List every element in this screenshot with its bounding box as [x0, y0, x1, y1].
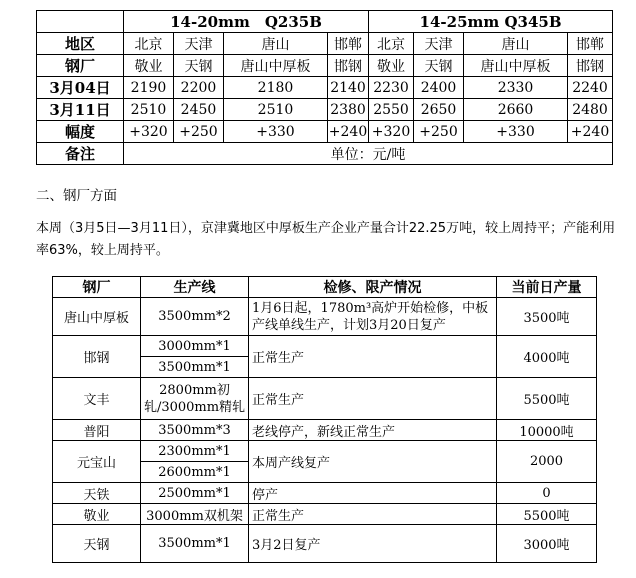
mill-row: [37, 55, 613, 77]
table-row: [53, 504, 597, 525]
header-mill: 钢厂: [53, 277, 141, 298]
region-cell: 北京: [369, 33, 414, 55]
price-cell: 2240: [568, 77, 613, 99]
price-cell: 2650: [414, 99, 464, 121]
output-value: 4000吨: [497, 336, 597, 378]
region-cell: 北京: [124, 33, 174, 55]
output-value: 3000吨: [497, 525, 597, 563]
change-cell: +320: [369, 121, 414, 143]
date1-row: [37, 77, 613, 99]
status-text: 停产: [249, 483, 497, 504]
maintenance-table: [52, 276, 597, 563]
date2-row: [37, 99, 613, 121]
maint-header-row: [53, 277, 597, 298]
status-text: 本周产线复产: [249, 441, 497, 483]
spec-header-q345b: 14-25mm Q345B: [369, 11, 613, 33]
table-row: [53, 336, 597, 357]
mill-cell: 敬业: [369, 55, 414, 77]
row-label-change: 幅度: [37, 121, 124, 143]
mill-cell: 邯钢: [328, 55, 369, 77]
table-row: [53, 378, 597, 420]
status-text: 1月6日起，1780m³高炉开始检修，中板产线单线生产，计划3月20日复产: [249, 298, 497, 336]
region-cell: 天津: [414, 33, 464, 55]
mill-cell: 唐山中厚板: [464, 55, 568, 77]
table-row: [53, 420, 597, 441]
table-row: [53, 525, 597, 563]
line-spec: 3500mm*3: [141, 420, 249, 441]
mill-name: 天钢: [53, 525, 141, 563]
line-spec: 3000mm双机架: [141, 504, 249, 525]
output-value: 2000: [497, 441, 597, 483]
price-cell: 2510: [124, 99, 174, 121]
output-value: 3500吨: [497, 298, 597, 336]
region-cell: 天津: [174, 33, 224, 55]
status-text: 正常生产: [249, 336, 497, 378]
region-cell: 唐山: [224, 33, 328, 55]
line-spec: 2300mm*1: [141, 441, 249, 462]
summary-paragraph: 本周（3月5日—3月11日），京津冀地区中厚板生产企业产量合计22.25万吨，较上周持平；产能利用率63%，较上周持平。: [36, 221, 616, 258]
price-cell: 2450: [174, 99, 224, 121]
price-cell: 2400: [414, 77, 464, 99]
line-spec: 2600mm*1: [141, 462, 249, 483]
line-spec: 3000mm*1: [141, 336, 249, 357]
output-value: 5500吨: [497, 378, 597, 420]
price-cell: 2510: [224, 99, 328, 121]
output-value: 10000吨: [497, 420, 597, 441]
mill-cell: 敬业: [124, 55, 174, 77]
output-value: 5500吨: [497, 504, 597, 525]
status-text: 正常生产: [249, 378, 497, 420]
status-text: 3月2日复产: [249, 525, 497, 563]
change-cell: +240: [568, 121, 613, 143]
price-cell: 2180: [224, 77, 328, 99]
price-cell: 2550: [369, 99, 414, 121]
change-cell: +330: [224, 121, 328, 143]
line-spec: 2800mm初轧/3000mm精轧: [141, 378, 249, 420]
mill-name: 元宝山: [53, 441, 141, 483]
change-cell: +320: [124, 121, 174, 143]
region-cell: 邯郸: [568, 33, 613, 55]
mill-cell: 天钢: [414, 55, 464, 77]
price-cell: 2330: [464, 77, 568, 99]
line-spec: 3500mm*1: [141, 357, 249, 378]
price-cell: 2190: [124, 77, 174, 99]
line-spec: 2500mm*1: [141, 483, 249, 504]
corner-cell: [37, 11, 124, 33]
mill-name: 邯钢: [53, 336, 141, 378]
output-value: 0: [497, 483, 597, 504]
mill-name: 普阳: [53, 420, 141, 441]
status-text: 老线停产，新线正常生产: [249, 420, 497, 441]
mill-name: 天铁: [53, 483, 141, 504]
mill-cell: 天钢: [174, 55, 224, 77]
price-cell: 2200: [174, 77, 224, 99]
change-cell: +330: [464, 121, 568, 143]
line-spec: 3500mm*2: [141, 298, 249, 336]
region-cell: 唐山: [464, 33, 568, 55]
mill-cell: 邯钢: [568, 55, 613, 77]
section-heading: 二、钢厂方面: [36, 188, 117, 204]
line-spec: 3500mm*1: [141, 525, 249, 563]
region-row: [37, 33, 613, 55]
price-table: [36, 10, 613, 165]
header-output: 当前日产量: [497, 277, 597, 298]
spec-header-row: [37, 11, 613, 33]
price-cell: 2230: [369, 77, 414, 99]
mill-name: 文丰: [53, 378, 141, 420]
note-row: [37, 143, 613, 165]
note-cell: 单位：元/吨: [124, 143, 613, 165]
mill-name: 唐山中厚板: [53, 298, 141, 336]
table-row: [53, 483, 597, 504]
mill-name: 敬业: [53, 504, 141, 525]
row-label-date2: 3月11日: [37, 99, 124, 121]
status-text: 正常生产: [249, 504, 497, 525]
price-cell: 2140: [328, 77, 369, 99]
table-row: [53, 298, 597, 336]
region-cell: 邯郸: [328, 33, 369, 55]
change-cell: +250: [414, 121, 464, 143]
price-cell: 2380: [328, 99, 369, 121]
mill-cell: 唐山中厚板: [224, 55, 328, 77]
spec-header-q235b: 14-20mm Q235B: [124, 11, 369, 33]
change-cell: +240: [328, 121, 369, 143]
change-cell: +250: [174, 121, 224, 143]
row-label-note: 备注: [37, 143, 124, 165]
price-cell: 2660: [464, 99, 568, 121]
price-cell: 2480: [568, 99, 613, 121]
row-label-mill: 钢厂: [37, 55, 124, 77]
change-row: [37, 121, 613, 143]
table-row: [53, 441, 597, 462]
header-line: 生产线: [141, 277, 249, 298]
row-label-date1: 3月04日: [37, 77, 124, 99]
row-label-region: 地区: [37, 33, 124, 55]
header-status: 检修、限产情况: [249, 277, 497, 298]
